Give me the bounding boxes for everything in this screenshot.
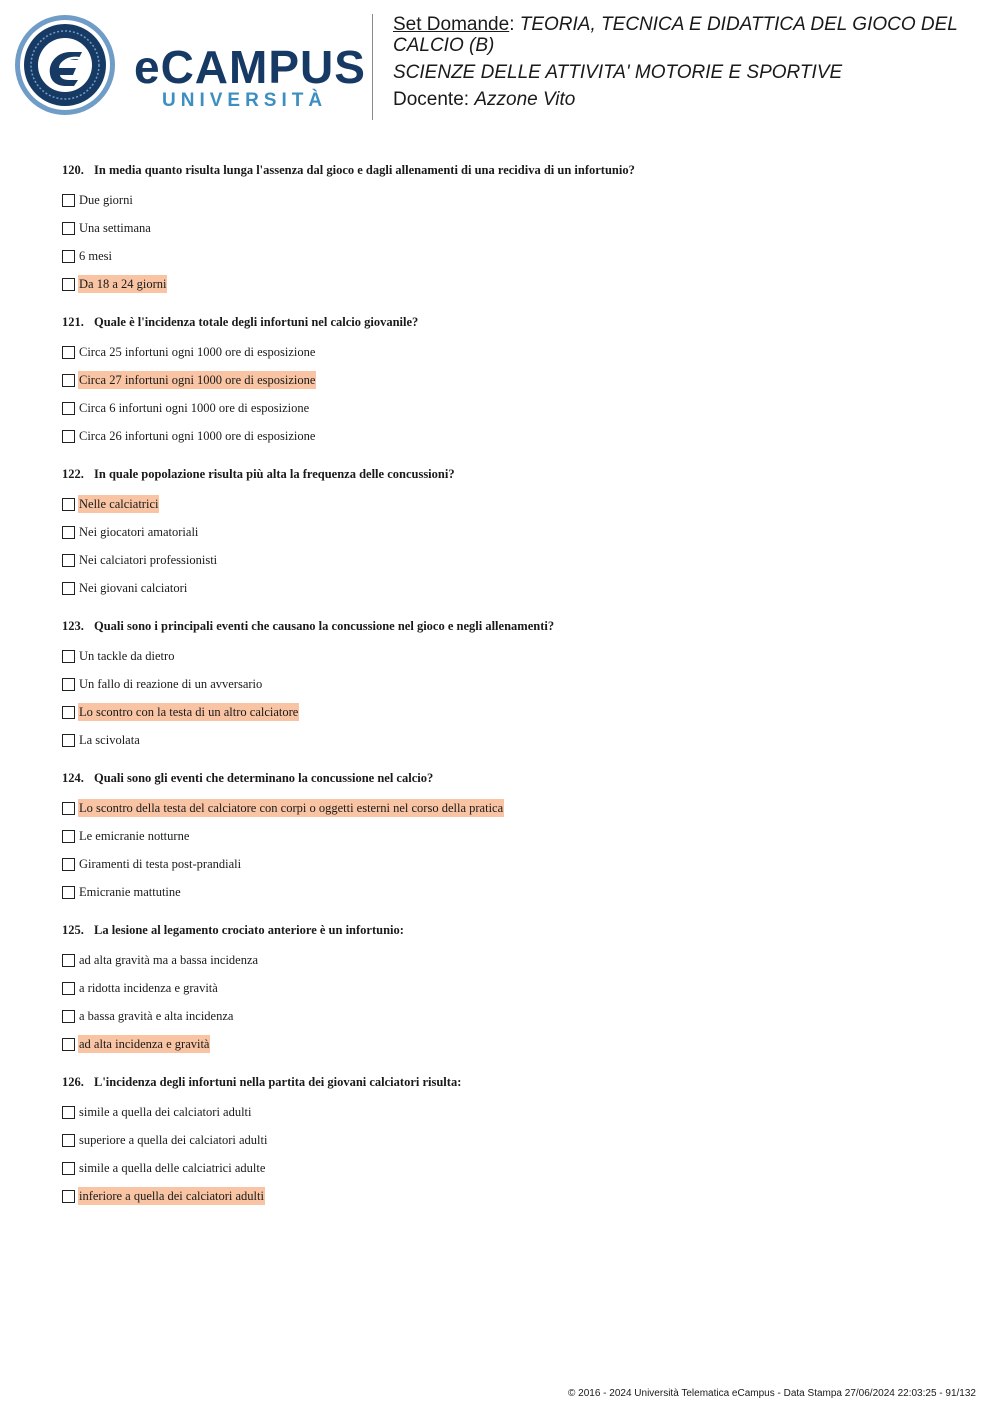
brand-name: eCAMPUS [134,41,366,93]
answer-text: ad alta gravità ma a bassa incidenza [79,953,259,967]
answer-text: La scivolata [79,733,140,747]
answer-checkbox[interactable] [62,1010,75,1023]
answer-checkbox[interactable] [62,1038,75,1051]
teacher-label: Docente: [393,89,475,110]
answer-option[interactable] [62,878,962,906]
question-text: L'incidenza degli infortuni nella partita dei giovani calciatori risulta: [94,1075,462,1089]
course-row [393,62,988,83]
answer-option[interactable] [62,726,962,754]
question-number: 122. [62,467,84,481]
answer-option[interactable] [62,574,962,602]
answer-option[interactable] [62,1182,962,1210]
answer-text: Circa 25 infortuni ogni 1000 ore di esposizione [79,345,316,359]
answer-option[interactable] [62,270,962,298]
answer-checkbox[interactable] [62,830,75,843]
answer-text: Circa 6 infortuni ogni 1000 ore di esposizione [79,401,310,415]
answer-option[interactable] [62,1002,962,1030]
question-1 [62,312,962,450]
question-title [62,1072,962,1092]
set-title: TEORIA, TECNICA E DIDATTICA DEL GIOCO DEL CALCIO (B) [393,14,958,56]
answer-option[interactable] [62,214,962,242]
answer-checkbox[interactable] [62,374,75,387]
answer-checkbox[interactable] [62,194,75,207]
answer-option[interactable] [62,670,962,698]
answer-option[interactable] [62,974,962,1002]
answer-checkbox[interactable] [62,222,75,235]
teacher-row [393,89,988,110]
answer-checkbox[interactable] [62,582,75,595]
answer-text-highlighted: inferiore a quella dei calciatori adulti [79,1189,264,1203]
question-3 [62,616,962,754]
header-divider [372,14,373,120]
question-5 [62,920,962,1058]
ecampus-logo [14,14,366,116]
answer-option[interactable] [62,366,962,394]
answer-option[interactable] [62,794,962,822]
ecampus-seal-icon [14,14,116,116]
question-title [62,768,962,788]
answer-text-highlighted: Nelle calciatrici [79,497,159,511]
question-2 [62,464,962,602]
answer-text: Nei giocatori amatoriali [79,525,199,539]
teacher-name: Azzone Vito [474,89,576,110]
question-number: 121. [62,315,84,329]
answer-checkbox[interactable] [62,402,75,415]
answer-option[interactable] [62,338,962,366]
answer-text: 6 mesi [79,249,112,263]
answer-text: simile a quella dei calciatori adulti [79,1105,252,1119]
answer-checkbox[interactable] [62,526,75,539]
answer-option[interactable] [62,1126,962,1154]
course-name: SCIENZE DELLE ATTIVITA' MOTORIE E SPORTIVE [393,62,843,83]
answer-checkbox[interactable] [62,554,75,567]
answer-checkbox[interactable] [62,346,75,359]
answer-text: Una settimana [79,221,151,235]
answer-text: simile a quella delle calciatrici adulte [79,1161,266,1175]
answer-checkbox[interactable] [62,1190,75,1203]
answer-checkbox[interactable] [62,250,75,263]
answer-text-highlighted: ad alta incidenza e gravità [79,1037,210,1051]
question-text: Quali sono gli eventi che determinano la concussione nel calcio? [94,771,434,785]
answer-checkbox[interactable] [62,678,75,691]
answer-checkbox[interactable] [62,1162,75,1175]
answer-checkbox[interactable] [62,650,75,663]
question-title [62,312,962,332]
answer-option[interactable] [62,1154,962,1182]
answer-checkbox[interactable] [62,278,75,291]
answer-text: Un tackle da dietro [79,649,175,663]
question-text: Quale è l'incidenza totale degli infortuni nel calcio giovanile? [94,315,419,329]
answer-checkbox[interactable] [62,954,75,967]
answer-option[interactable] [62,490,962,518]
answer-text: Due giorni [79,193,133,207]
answer-checkbox[interactable] [62,1134,75,1147]
question-title [62,920,962,940]
answer-checkbox[interactable] [62,706,75,719]
answer-option[interactable] [62,946,962,974]
answer-checkbox[interactable] [62,886,75,899]
answer-text: a bassa gravità e alta incidenza [79,1009,234,1023]
answer-text: Nei giovani calciatori [79,581,188,595]
question-text: Quali sono i principali eventi che causano la concussione nel gioco e negli allenamenti? [94,619,555,633]
answer-text-highlighted: Da 18 a 24 giorni [79,277,167,291]
answer-checkbox[interactable] [62,858,75,871]
answer-option[interactable] [62,850,962,878]
question-text: In media quanto risulta lunga l'assenza dal gioco e dagli allenamenti di una recidiva di un infortunio? [94,163,635,177]
question-title [62,160,962,180]
answer-option[interactable] [62,698,962,726]
answer-text-highlighted: Lo scontro della testa del calciatore con corpi o oggetti esterni nel corso della pratica [79,801,504,815]
question-number: 124. [62,771,84,785]
answer-option[interactable] [62,1098,962,1126]
answer-option[interactable] [62,642,962,670]
answer-checkbox[interactable] [62,802,75,815]
answer-option[interactable] [62,1030,962,1058]
answer-text: Giramenti di testa post-prandiali [79,857,242,871]
question-number: 125. [62,923,84,937]
question-0 [62,160,962,298]
answer-text-highlighted: Circa 27 infortuni ogni 1000 ore di esposizione [79,373,316,387]
question-4 [62,768,962,906]
set-separator: : [509,14,520,35]
answer-text: a ridotta incidenza e gravità [79,981,218,995]
answer-checkbox[interactable] [62,734,75,747]
answer-checkbox[interactable] [62,1106,75,1119]
answer-text-highlighted: Lo scontro con la testa di un altro calciatore [79,705,299,719]
brand-subtitle: UNIVERSITÀ [162,90,328,111]
header-info [393,14,988,116]
page-header [0,0,1000,130]
question-number: 120. [62,163,84,177]
set-label: Set Domande [393,14,510,35]
answer-checkbox[interactable] [62,982,75,995]
question-text: In quale popolazione risulta più alta la frequenza delle concussioni? [94,467,455,481]
answer-option[interactable] [62,186,962,214]
answer-option[interactable] [62,518,962,546]
answer-checkbox[interactable] [62,498,75,511]
answer-option[interactable] [62,394,962,422]
question-number: 126. [62,1075,84,1089]
answer-text: Nei calciatori professionisti [79,553,218,567]
answer-text: Emicranie mattutine [79,885,181,899]
answer-text: Le emicranie notturne [79,829,190,843]
page-footer: © 2016 - 2024 Università Telematica eCampus - Data Stampa 27/06/2024 22:03:25 - 91/132 [568,1388,976,1399]
question-title [62,464,962,484]
answer-text: Circa 26 infortuni ogni 1000 ore di esposizione [79,429,316,443]
question-6 [62,1072,962,1210]
answer-option[interactable] [62,242,962,270]
question-list [62,160,962,1224]
question-text: La lesione al legamento crociato anteriore è un infortunio: [94,923,404,937]
answer-text: superiore a quella dei calciatori adulti [79,1133,268,1147]
answer-text: Un fallo di reazione di un avversario [79,677,263,691]
answer-option[interactable] [62,422,962,450]
question-number: 123. [62,619,84,633]
answer-option[interactable] [62,822,962,850]
set-title-row [393,14,988,56]
question-title [62,616,962,636]
answer-option[interactable] [62,546,962,574]
answer-checkbox[interactable] [62,430,75,443]
